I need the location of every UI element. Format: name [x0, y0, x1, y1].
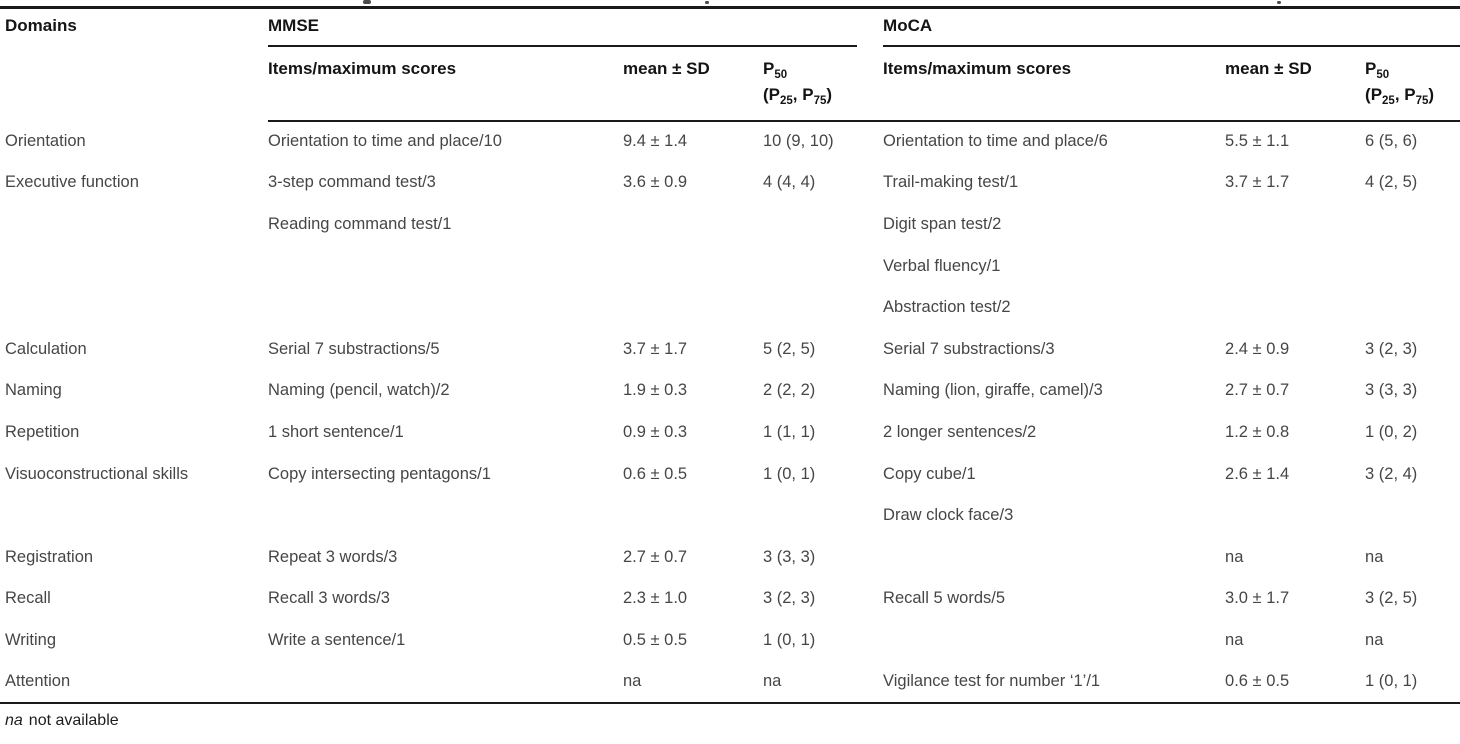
- moca-item-cell: Orientation to time and place/6: [883, 132, 1108, 151]
- moca-percentile-column-header: [1365, 49, 1460, 121]
- table-row: [0, 495, 1460, 537]
- domain-cell: Registration: [5, 547, 94, 566]
- range-open: (P: [763, 84, 780, 104]
- moca-item-cell: Copy cube/1: [883, 464, 976, 483]
- moca-percentile-cell: [1365, 245, 1460, 287]
- domain-cell: Orientation: [5, 131, 86, 150]
- table-row: [0, 620, 1460, 662]
- mmse-mean-sd-cell: [623, 495, 763, 537]
- mmse-item-cell: 3-step command test/3: [268, 173, 436, 192]
- moca-percentile-cell: na: [1365, 630, 1384, 649]
- mmse-percentile-cell: 5 (2, 5): [763, 339, 816, 358]
- range-close: ): [1428, 84, 1435, 104]
- mmse-percentile-cell: 4 (4, 4): [763, 173, 816, 192]
- moca-item-cell: Verbal fluency/1: [883, 256, 1001, 275]
- domain-cell: Recall: [5, 589, 51, 608]
- p25-subscript: 25: [780, 94, 793, 107]
- mmse-percentile-cell: [763, 204, 883, 246]
- p50-subscript: 50: [774, 68, 788, 81]
- moca-item-cell: Digit span test/2: [883, 214, 1002, 233]
- moca-percentile-cell: 3 (2, 4): [1365, 464, 1418, 483]
- moca-mean-sd-cell: na: [1225, 547, 1244, 566]
- mmse-item-cell: Reading command test/1: [268, 214, 452, 233]
- moca-percentile-cell: na: [1365, 547, 1384, 566]
- mmse-mean-sd-cell: 0.6 ± 0.5: [623, 464, 688, 483]
- table-footnote: [0, 704, 1460, 730]
- moca-percentile-cell: 3 (2, 3): [1365, 339, 1418, 358]
- moca-item-cell: Serial 7 substractions/3: [883, 339, 1055, 358]
- moca-mean-sd-cell: [1225, 204, 1365, 246]
- moca-percentile-cell: 6 (5, 6): [1365, 132, 1418, 151]
- footnote-text: not available: [28, 711, 119, 729]
- mmse-mean-sd-cell: 0.9 ± 0.3: [623, 422, 688, 441]
- group-header-row: [0, 8, 1460, 49]
- domain-cell: Calculation: [5, 339, 87, 358]
- domains-column-header: Domains: [5, 16, 77, 35]
- moca-item-cell: Recall 5 words/5: [883, 589, 1006, 608]
- mmse-mean-sd-cell: 0.5 ± 0.5: [623, 630, 688, 649]
- moca-mean-sd-cell: 3.7 ± 1.7: [1225, 173, 1290, 192]
- moca-percentile-cell: [1365, 495, 1460, 537]
- moca-percentile-cell: [1365, 287, 1460, 329]
- table-row: [0, 412, 1460, 454]
- table-row: [0, 287, 1460, 329]
- moca-mean-column-header: mean ± SD: [1225, 49, 1365, 121]
- moca-item-cell: Abstraction test/2: [883, 298, 1011, 317]
- moca-mean-sd-cell: [1225, 287, 1365, 329]
- mmse-percentile-column-header: [763, 49, 883, 121]
- mmse-item-cell: Naming (pencil, watch)/2: [268, 381, 450, 400]
- mmse-mean-sd-cell: 1.9 ± 0.3: [623, 381, 688, 400]
- domain-cell: [0, 287, 268, 329]
- mmse-percentile-cell: 10 (9, 10): [763, 132, 834, 151]
- moca-item-cell: Naming (lion, giraffe, camel)/3: [883, 381, 1103, 400]
- mmse-item-cell: [268, 661, 623, 703]
- moca-item-cell: Vigilance test for number ‘1’/1: [883, 661, 1225, 703]
- moca-mean-sd-cell: 2.7 ± 0.7: [1225, 381, 1290, 400]
- range-close: ): [826, 84, 833, 104]
- p-label: P: [1365, 58, 1377, 78]
- moca-mean-sd-cell: 0.6 ± 0.5: [1225, 661, 1365, 703]
- moca-mean-sd-cell: 2.6 ± 1.4: [1225, 464, 1290, 483]
- moca-items-column-header: Items/maximum scores: [883, 49, 1225, 121]
- moca-percentile-cell: 3 (2, 5): [1365, 589, 1418, 608]
- moca-percentile-cell: 1 (0, 1): [1365, 661, 1460, 703]
- moca-mean-sd-cell: 5.5 ± 1.1: [1225, 132, 1290, 151]
- mmse-item-cell: [268, 287, 623, 329]
- moca-group-label: MoCA: [883, 9, 1460, 47]
- moca-percentile-cell: 3 (3, 3): [1365, 381, 1418, 400]
- moca-mean-sd-cell: [1225, 245, 1365, 287]
- moca-percentile-cell: 1 (0, 2): [1365, 422, 1418, 441]
- mmse-mean-sd-cell: 9.4 ± 1.4: [623, 132, 688, 151]
- mmse-item-cell: [268, 495, 623, 537]
- range-mid: , P: [1394, 84, 1416, 104]
- mmse-percentile-cell: 2 (2, 2): [763, 381, 816, 400]
- mmse-mean-sd-cell: [623, 245, 763, 287]
- mmse-item-cell: 1 short sentence/1: [268, 422, 404, 441]
- footnote-abbreviation: na: [5, 711, 23, 729]
- mmse-item-cell: Recall 3 words/3: [268, 589, 390, 608]
- mmse-group-header: [268, 8, 883, 49]
- mmse-percentile-cell: [763, 495, 883, 537]
- mmse-percentile-cell: 3 (3, 3): [763, 547, 816, 566]
- table-row: [0, 370, 1460, 412]
- p75-subscript: 75: [1415, 94, 1429, 107]
- mmse-item-cell: Repeat 3 words/3: [268, 547, 398, 566]
- moca-item-cell: [883, 536, 1225, 578]
- mmse-mean-sd-cell: na: [623, 661, 763, 703]
- table-row: [0, 661, 1460, 703]
- moca-mean-sd-cell: 1.2 ± 0.8: [1225, 422, 1290, 441]
- table-row: [0, 121, 1460, 163]
- domain-cell: [0, 204, 268, 246]
- p75-subscript: 75: [813, 94, 827, 107]
- cropped-caption-remnant: [363, 0, 371, 4]
- moca-mean-sd-cell: 3.0 ± 1.7: [1225, 589, 1290, 608]
- table-row: [0, 453, 1460, 495]
- mmse-item-cell: Copy intersecting pentagons/1: [268, 464, 491, 483]
- range-open: (P: [1365, 84, 1383, 104]
- mmse-mean-sd-cell: [623, 287, 763, 329]
- mmse-percentile-cell: 1 (0, 1): [763, 464, 816, 483]
- p50-subscript: 50: [1376, 68, 1390, 81]
- mmse-group-label: MMSE: [268, 9, 857, 47]
- mmse-percentile-cell: na: [763, 661, 883, 703]
- table-row: [0, 578, 1460, 620]
- mmse-percentile-cell: 3 (2, 3): [763, 589, 816, 608]
- moca-mean-sd-cell: [1225, 495, 1365, 537]
- domain-cell: Attention: [0, 661, 268, 703]
- mmse-item-cell: Write a sentence/1: [268, 630, 406, 649]
- mmse-moca-comparison-table: [0, 6, 1460, 704]
- mmse-percentile-cell: 1 (0, 1): [763, 630, 816, 649]
- p25-subscript: 25: [1382, 94, 1395, 107]
- moca-mean-sd-cell: na: [1225, 630, 1244, 649]
- mmse-item-cell: Orientation to time and place/10: [268, 132, 502, 151]
- cropped-caption-remnant: [705, 1, 709, 4]
- table-row: [0, 162, 1460, 204]
- domain-cell: [0, 245, 268, 287]
- table-row: [0, 245, 1460, 287]
- mmse-percentile-cell: [763, 245, 883, 287]
- mmse-items-column-header: Items/maximum scores: [268, 49, 623, 121]
- domain-cell: Writing: [5, 630, 57, 649]
- range-mid: , P: [792, 84, 814, 104]
- mmse-item-cell: [268, 245, 623, 287]
- moca-item-cell: Trail-making test/1: [883, 173, 1019, 192]
- moca-group-header: [883, 8, 1460, 49]
- mmse-mean-column-header: mean ± SD: [623, 49, 763, 121]
- mmse-item-cell: Serial 7 substractions/5: [268, 339, 440, 358]
- moca-item-cell: 2 longer sentences/2: [883, 422, 1037, 441]
- table-body: [0, 121, 1460, 703]
- moca-mean-sd-cell: 2.4 ± 0.9: [1225, 339, 1290, 358]
- mmse-mean-sd-cell: 2.7 ± 0.7: [623, 547, 688, 566]
- comparison-table-container: [0, 6, 1460, 730]
- mmse-mean-sd-cell: [623, 204, 763, 246]
- table-row: [0, 536, 1460, 578]
- domain-cell: Executive function: [5, 173, 139, 192]
- mmse-mean-sd-cell: 3.7 ± 1.7: [623, 339, 688, 358]
- table-row: [0, 328, 1460, 370]
- mmse-mean-sd-cell: 3.6 ± 0.9: [623, 173, 688, 192]
- mmse-percentile-cell: [763, 287, 883, 329]
- moca-percentile-cell: [1365, 204, 1460, 246]
- moca-item-cell: [883, 620, 1225, 662]
- moca-item-cell: Draw clock face/3: [883, 506, 1014, 525]
- table-row: [0, 204, 1460, 246]
- cropped-caption-remnant: [1277, 1, 1281, 4]
- domain-cell: Visuoconstructional skills: [5, 464, 189, 483]
- moca-percentile-cell: 4 (2, 5): [1365, 173, 1418, 192]
- mmse-percentile-cell: 1 (1, 1): [763, 422, 816, 441]
- p-label: P: [763, 58, 775, 78]
- mmse-mean-sd-cell: 2.3 ± 1.0: [623, 589, 688, 608]
- domain-cell: Naming: [5, 381, 62, 400]
- domain-cell: [0, 495, 268, 537]
- domain-cell: Repetition: [5, 422, 80, 441]
